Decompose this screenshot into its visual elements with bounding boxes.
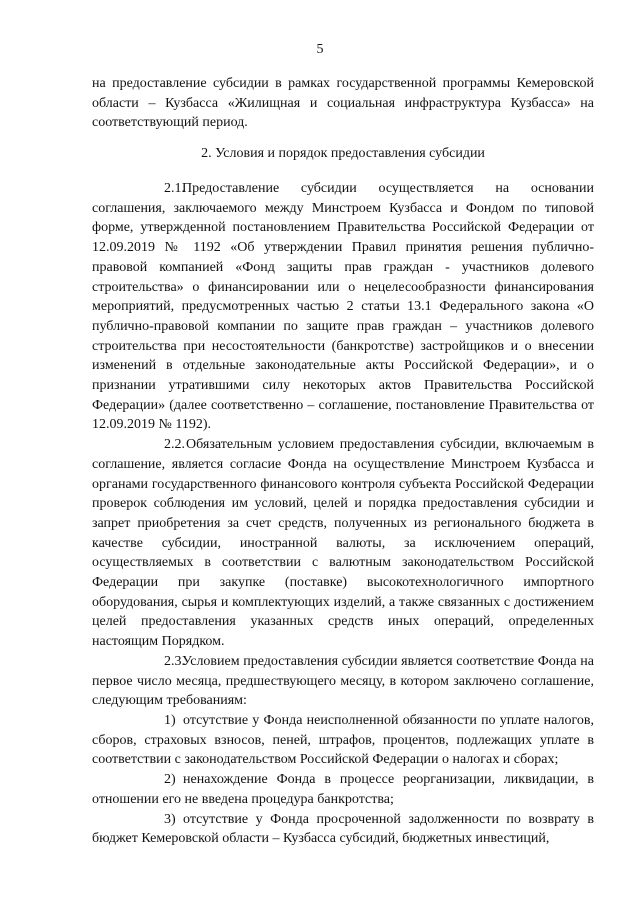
requirement-item [92, 711, 594, 770]
lead-paragraph-text: на предоставление субсидии в рамках государственной программы Кемеровской области – Кузбасса «Жилищная и социальная инфраструктура Кузбасса» на соответствующий период. [92, 76, 594, 131]
paragraph-2-3 [92, 652, 594, 711]
requirement-number: 2) [164, 772, 176, 788]
section-heading: 2. Условия и порядок предоставления субсидии [201, 146, 485, 161]
paragraph-number: 2.2. [164, 437, 185, 453]
requirement-text: отсутствие у Фонда неисполненной обязанности по уплате налогов, сборов, страховых взносов, пеней, штрафов, процентов, подлежащих уплате в соответствии с законодательством Российской Федерации о налогах и сборах; [92, 712, 594, 768]
requirement-item [92, 810, 594, 849]
paragraph-2-2 [92, 435, 594, 652]
paragraph-text: Обязательным условием предоставления субсидии, включаемым в соглашение, является согласие Фонда на осуществление Минстроем Кузбасса и органами государственного финансового контроля субъекта Российской Федерации проверок соблюдения им условий, целей и порядка предоставления субсидии и запрет приобретения за счет средств, полученных из регионального бюджета в качестве субсидии, иностранной валюты, за исключением операций, осуществляемых в соответствии с валютным законодательством Российской Федерации при закупке (поставке) высокотехнологичного импортного оборудования, сырья и комплектующих изделий, а также связанных с достижением целей предоставления указанных средств иных операций, определенных настоящим Порядком. [92, 437, 594, 650]
paragraph-number: 2.3. [164, 653, 185, 669]
page-number: 5 [316, 42, 324, 57]
requirement-number: 3) [164, 811, 176, 827]
paragraph-2-1 [92, 179, 594, 435]
requirement-number: 1) [164, 712, 176, 728]
requirement-text: ненахождение Фонда в процессе реорганизации, ликвидации, в отношении его не введена процедура банкротства; [92, 772, 594, 807]
lead-paragraph [92, 74, 594, 133]
requirement-item [92, 770, 594, 809]
paragraph-number: 2.1. [164, 181, 185, 196]
paragraph-text: Условием предоставления субсидии является соответствие Фонда на первое число месяца, предшествующего месяцу, в котором заключено соглашение, следующим требованиям: [92, 653, 594, 709]
paragraph-text: Предоставление субсидии осуществляется на основании соглашения, заключаемого между Минстроем Кузбасса и Фондом по типовой форме, утвержденной постановлением Правительства Российской Федерации от 12.09.2019 № 1192 «Об утверждении Правил принятия решения публично-правовой компанией «Фонд защиты прав граждан - участников долевого строительства» о финансировании или о нецелесообразности финансирования мероприятий, предусмотренных частью 2 статьи 13.1 Федерального закона «О публично-правовой компании по защите прав граждан – участников долевого строительства при несостоятельности (банкротстве) застройщиков и о внесении изменений в отдельные законодательные акты Российской Федерации», и о признании утратившими силу некоторых актов Правительства Российской Федерации» (далее соответственно – соглашение, постановление Правительства от 12.09.2019 № 1192). [92, 181, 594, 433]
requirement-text: отсутствие у Фонда просроченной задолженности по возврату в бюджет Кемеровской области – Кузбасса субсидий, бюджетных инвестиций, [92, 811, 594, 847]
section-body [92, 179, 594, 849]
